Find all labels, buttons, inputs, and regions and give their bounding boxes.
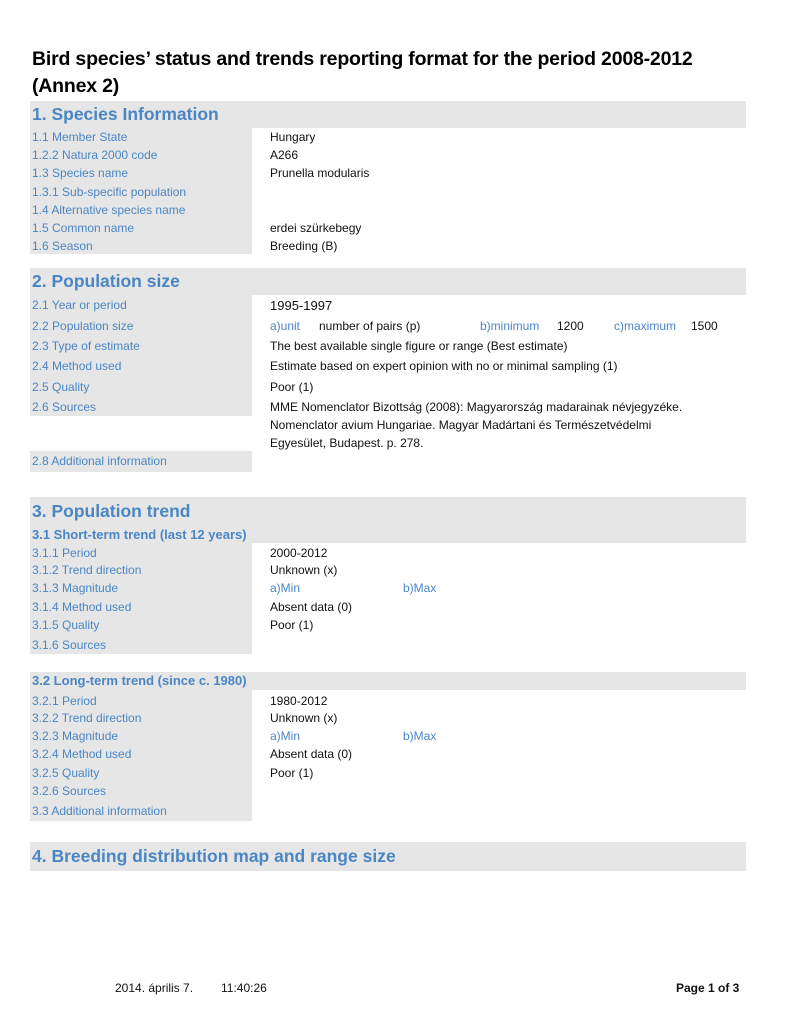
footer-date: 2014. április 7. xyxy=(115,981,194,995)
natura-code-value: A266 xyxy=(270,148,299,162)
long-magnitude-max-label: b)Max xyxy=(403,729,437,743)
short-period-label: 3.1.1 Period xyxy=(32,546,97,560)
short-magnitude-max-label: b)Max xyxy=(403,581,437,595)
short-method-used-value: Absent data (0) xyxy=(270,600,353,614)
long-quality-value: Poor (1) xyxy=(270,766,314,780)
footer-time: 11:40:26 xyxy=(221,981,267,995)
long-magnitude-min-label: a)Min xyxy=(270,729,301,743)
long-magnitude-label: 3.2.3 Magnitude xyxy=(32,729,119,743)
long-period-label: 3.2.1 Period xyxy=(32,694,97,708)
short-term-trend-heading: 3.1 Short-term trend (last 12 years) xyxy=(30,526,746,543)
short-sources-label: 3.1.6 Sources xyxy=(32,638,107,652)
page-number: Page 1 of 3 xyxy=(676,981,740,995)
trend-additional-info-label: 3.3 Additional information xyxy=(32,804,167,818)
year-period-value: 1995-1997 xyxy=(270,298,333,313)
unit-label: a)unit xyxy=(270,319,301,333)
section-2-label-column xyxy=(30,295,252,416)
common-name-label: 1.5 Common name xyxy=(32,221,135,235)
year-period-label: 2.1 Year or period xyxy=(32,298,127,312)
population-size-label: 2.2 Population size xyxy=(32,319,134,333)
species-name-label: 1.3 Species name xyxy=(32,166,129,180)
type-of-estimate-label: 2.3 Type of estimate xyxy=(32,339,140,353)
sources-line: MME Nomenclator Bizottság (2008): Magyarország madarainak névjegyzéke. xyxy=(270,400,683,414)
short-trend-direction-value: Unknown (x) xyxy=(270,563,338,577)
section-3-heading: 3. Population trend xyxy=(30,497,746,526)
maximum-value: 1500 xyxy=(691,319,718,333)
long-period-value: 1980-2012 xyxy=(270,694,328,708)
minimum-label: b)minimum xyxy=(480,319,540,333)
document-title: Bird species’ status and trends reporting format for the period 2008-2012 (Annex 2) xyxy=(32,48,693,97)
member-state-label: 1.1 Member State xyxy=(32,130,128,144)
long-sources-label: 3.2.6 Sources xyxy=(32,784,107,798)
long-trend-direction-value: Unknown (x) xyxy=(270,711,338,725)
short-trend-direction-label: 3.1.2 Trend direction xyxy=(32,563,142,577)
long-method-used-value: Absent data (0) xyxy=(270,747,353,761)
sources-line: Nomenclator avium Hungariae. Magyar Madártani és Természetvédelmi xyxy=(270,418,652,432)
short-quality-label: 3.1.5 Quality xyxy=(32,618,100,632)
short-magnitude-label: 3.1.3 Magnitude xyxy=(32,581,119,595)
method-used-value: Estimate based on expert opinion with no or minimal sampling (1) xyxy=(270,359,618,373)
species-name-value: Prunella modularis xyxy=(270,166,370,180)
common-name-value: erdei szürkebegy xyxy=(270,221,362,235)
natura-code-label: 1.2.2 Natura 2000 code xyxy=(32,148,158,162)
minimum-value: 1200 xyxy=(557,319,584,333)
method-used-label: 2.4 Method used xyxy=(32,359,122,373)
long-term-trend-heading: 3.2 Long-term trend (since c. 1980) xyxy=(30,672,746,690)
section-2-heading: 2. Population size xyxy=(30,268,746,295)
section-4-heading: 4. Breeding distribution map and range size xyxy=(30,842,746,871)
sources-value xyxy=(270,398,740,452)
alternative-species-name-label: 1.4 Alternative species name xyxy=(32,203,186,217)
unit-value: number of pairs (p) xyxy=(319,319,421,333)
long-method-used-label: 3.2.4 Method used xyxy=(32,747,132,761)
maximum-label: c)maximum xyxy=(614,319,676,333)
long-trend-direction-label: 3.2.2 Trend direction xyxy=(32,711,142,725)
member-state-value: Hungary xyxy=(270,130,316,144)
season-value: Breeding (B) xyxy=(270,239,338,253)
type-of-estimate-value: The best available single figure or range (Best estimate) xyxy=(270,339,568,353)
sub-specific-population-label: 1.3.1 Sub-specific population xyxy=(32,185,187,199)
short-method-used-label: 3.1.4 Method used xyxy=(32,600,132,614)
short-period-value: 2000-2012 xyxy=(270,546,328,560)
short-quality-value: Poor (1) xyxy=(270,618,314,632)
additional-info-label: 2.8 Additional information xyxy=(32,454,167,468)
season-label: 1.6 Season xyxy=(32,239,93,253)
short-magnitude-min-label: a)Min xyxy=(270,581,301,595)
sources-label: 2.6 Sources xyxy=(32,400,97,414)
quality-value: Poor (1) xyxy=(270,380,314,394)
quality-label: 2.5 Quality xyxy=(32,380,90,394)
sources-line: Egyesület, Budapest. p. 278. xyxy=(270,436,424,450)
long-quality-label: 3.2.5 Quality xyxy=(32,766,100,780)
section-1-heading: 1. Species Information xyxy=(30,101,746,128)
